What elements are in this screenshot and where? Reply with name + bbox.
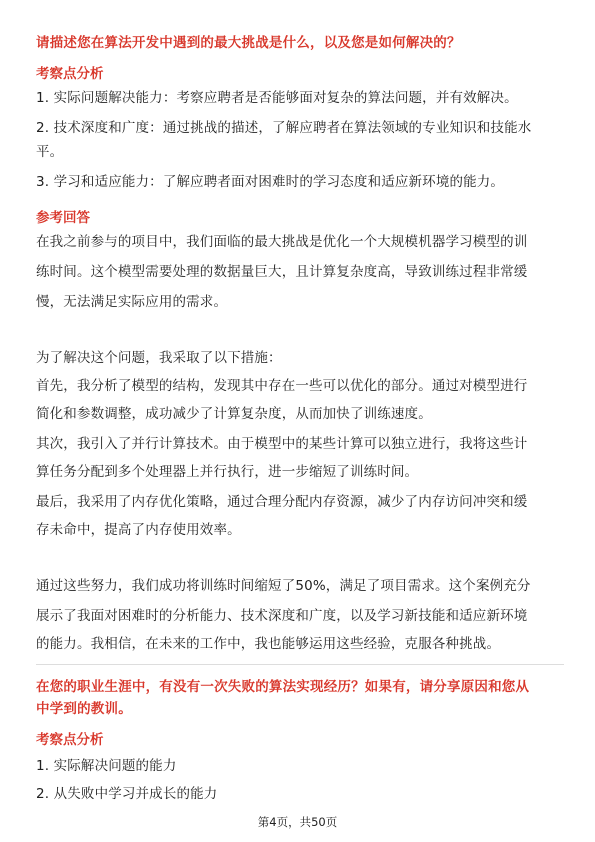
section-divider xyxy=(36,664,564,665)
question-1-analysis-heading: 考察点分析 xyxy=(36,66,104,82)
question-2-title-line: 中学到的教训。 xyxy=(36,701,132,717)
answer-line: 练时间。这个模型需要处理的数据量巨大，且计算复杂度高，导致训练过程非常缓 xyxy=(36,264,528,280)
question-2-analysis-line: 2. 从失败中学习并成长的能力 xyxy=(36,786,218,802)
answer-line: 简化和参数调整，成功减少了计算复杂度，从而加快了训练速度。 xyxy=(36,406,432,422)
answer-line: 为了解决这个问题，我采取了以下措施： xyxy=(36,350,282,366)
answer-line: 存未命中，提高了内存使用效率。 xyxy=(36,522,241,538)
answer-line: 慢，无法满足实际应用的需求。 xyxy=(36,294,228,310)
question-1-analysis-line: 平。 xyxy=(36,144,64,160)
question-1-analysis-line: 1. 实际问题解决能力：考察应聘者是否能够面对复杂的算法问题，并有效解决。 xyxy=(36,90,518,106)
question-2-analysis-heading: 考察点分析 xyxy=(36,732,104,748)
question-1-analysis-line: 3. 学习和适应能力：了解应聘者面对困难时的学习态度和适应新环境的能力。 xyxy=(36,174,505,190)
question-1-analysis-line: 2. 技术深度和广度：通过挑战的描述，了解应聘者在算法领域的专业知识和技能水 xyxy=(36,120,532,136)
question-2-title-line: 在您的职业生涯中，有没有一次失败的算法实现经历？如果有，请分享原因和您从 xyxy=(36,679,530,695)
answer-line: 算任务分配到多个处理器上并行执行，进一步缩短了训练时间。 xyxy=(36,464,419,480)
page-number: 第4页，共50页 xyxy=(257,815,338,829)
answer-line: 其次，我引入了并行计算技术。由于模型中的某些计算可以独立进行，我将这些计 xyxy=(36,436,528,452)
question-2-analysis-line: 1. 实际解决问题的能力 xyxy=(36,758,177,774)
answer-line: 通过这些努力，我们成功将训练时间缩短了50%，满足了项目需求。这个案例充分 xyxy=(36,578,531,594)
answer-line: 在我之前参与的项目中，我们面临的最大挑战是优化一个大规模机器学习模型的训 xyxy=(36,234,528,250)
question-1-answer-heading: 参考回答 xyxy=(36,210,90,226)
answer-line: 最后，我采用了内存优化策略，通过合理分配内存资源，减少了内存访问冲突和缓 xyxy=(36,494,528,510)
answer-line: 首先，我分析了模型的结构，发现其中存在一些可以优化的部分。通过对模型进行 xyxy=(36,378,528,394)
answer-line: 展示了我面对困难时的分析能力、技术深度和广度，以及学习新技能和适应新环境 xyxy=(36,608,528,624)
answer-line: 的能力。我相信，在未来的工作中，我也能够运用这些经验，克服各种挑战。 xyxy=(36,636,501,652)
question-1-title: 请描述您在算法开发中遇到的最大挑战是什么，以及您是如何解决的？ xyxy=(36,35,461,51)
